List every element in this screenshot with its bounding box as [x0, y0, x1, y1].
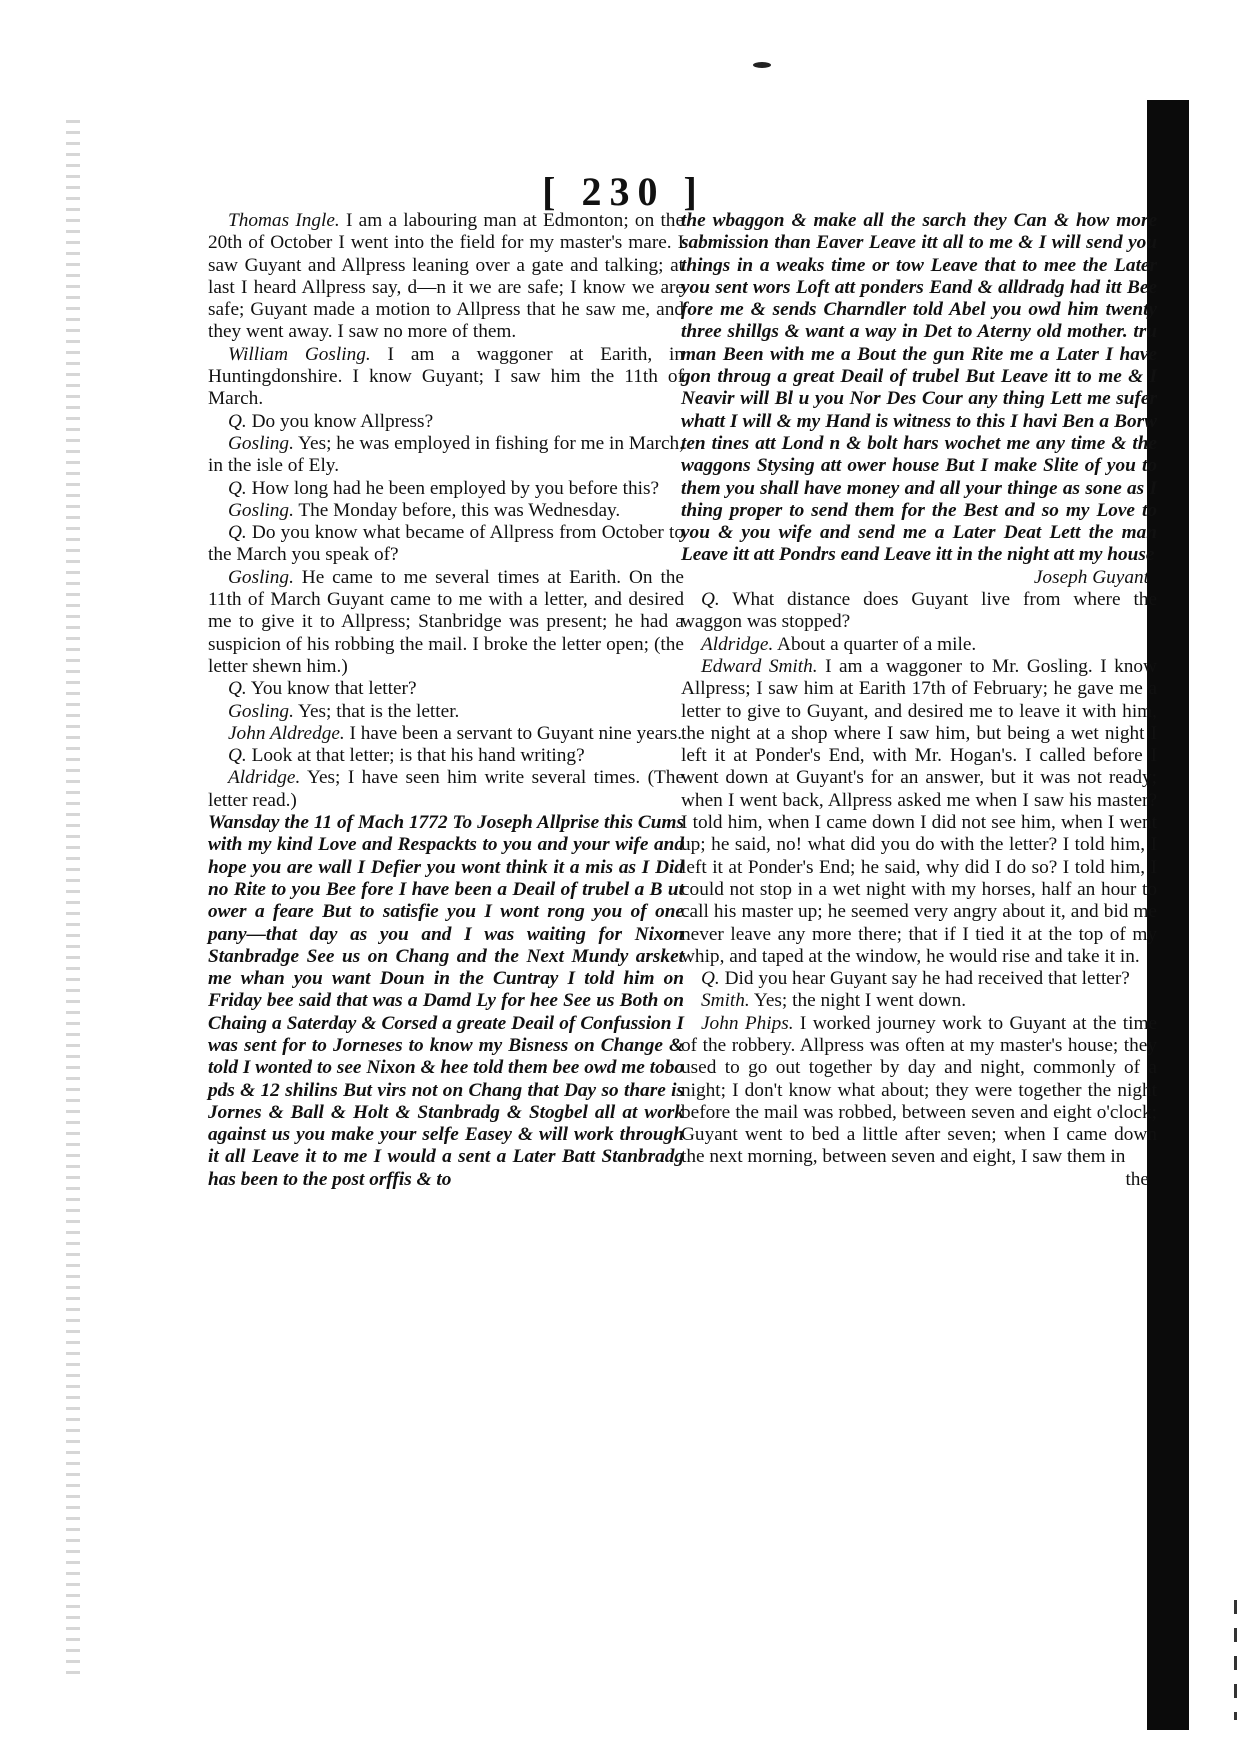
testimony-text: You know that letter? — [246, 678, 417, 700]
testimony-paragraph — [208, 210, 684, 344]
speaker-name: Q. — [701, 968, 720, 990]
speaker-name: Q. — [228, 678, 247, 700]
testimony-paragraph — [208, 745, 684, 767]
testimony-paragraph — [208, 433, 684, 478]
speaker-name: Gosling. — [228, 499, 294, 521]
speaker-name: Smith. — [701, 990, 750, 1012]
speaker-name: Gosling. — [228, 566, 294, 588]
testimony-text: I worked journey work to Guyant at the time of the robbery. Allpress was often at my master's house; they used to go out together by day and night, commonly of a night; I don't know what about; they were together the night before the mail was robbed, between seven and eight o'clock; Guyant went to bed a little after seven; when I came down the next morning, between seven and eight, I saw them in — [681, 1012, 1157, 1168]
speaker-name: Aldridge. — [701, 633, 774, 655]
testimony-paragraph — [208, 701, 684, 723]
speaker-name: Gosling. — [228, 700, 294, 722]
testimony-text: Did you hear Guyant say he had received that letter? — [719, 968, 1130, 990]
testimony-text: Yes; he was employed in fishing for me in March, in the isle of Ely. — [208, 432, 684, 477]
testimony-text: Yes; the night I went down. — [749, 990, 967, 1012]
testimony-paragraph — [208, 411, 684, 433]
testimony-paragraph — [208, 500, 684, 522]
testimony-paragraph — [208, 522, 684, 567]
catchword: the — [1125, 1168, 1149, 1190]
testimony-text: Yes; that is the letter. — [293, 700, 460, 722]
testimony-paragraph — [681, 990, 1157, 1012]
speaker-name: Thomas Ingle. — [228, 210, 340, 231]
speaker-name: John Aldredge. — [228, 722, 345, 744]
speaker-name: John Phips. — [701, 1012, 794, 1034]
testimony-text: He came to me several times at Earith. On the 11th of March Guyant came to me with a letter, and desired me to give it to Allpress; Stanbridge was present; he had a suspicion of his robbing the mail. I broke the letter open; (the letter shewn him.) — [208, 566, 684, 677]
testimony-text: Do you know what became of Allpress from October to the March you speak of? — [208, 522, 684, 566]
testimony-paragraph — [681, 589, 1157, 634]
testimony-paragraph — [208, 767, 684, 812]
letter-signature: Joseph Guyant — [1033, 566, 1149, 588]
testimony-paragraph — [208, 723, 684, 745]
speaker-name: William Gosling. — [228, 343, 371, 365]
scan-edge-marks — [66, 120, 80, 1680]
testimony-text: Yes; I have seen him write several times. (The letter read.) — [208, 767, 684, 811]
testimony-text: Look at that letter; is that his hand writing? — [246, 745, 585, 767]
testimony-paragraph — [681, 1013, 1157, 1169]
speaker-name: Q. — [701, 589, 720, 611]
speaker-name: Q. — [228, 745, 247, 767]
right-column — [681, 210, 1157, 1191]
testimony-text: I am a waggoner to Mr. Gosling. I know Allpress; I saw him at Earith 17th of February; he gave me a letter to give to Guyant, and desired me to leave it with him, the night at a shop where I saw him, but being a wet night I left it at Ponder's End, with Mr. Hogan's. I called before I went down at Guyant's for an answer, but it was not ready; when I went back, Allpress asked me when I saw his master? I told him, when I came down I did not see him, when I went up; he said, no! what did you do with the letter? I told him, I left it at Ponder's End; he said, why did I do so? I told him, I could not stop in a wet night with my horses, half an hour to call his master up; he seemed very angry about it, and bid me never leave any more there; that if I tied it at the top of my whip, and taped at the window, he would rise and take it in. — [681, 655, 1157, 967]
testimony-paragraph — [208, 678, 684, 700]
testimony-text: I am a waggoner at Earith, in Huntingdonshire. I know Guyant; I saw him the 11th of March. — [208, 343, 684, 410]
testimony-text: How long had he been employed by you before this? — [246, 477, 660, 499]
speaker-name: Q. — [228, 522, 247, 544]
letter-text-part-2: the wbaggon & make all the sarch they Can & how more sabmission than Eaver Leave itt all to me & I will send you things in a weaks time or tow Leave that to mee the Later you sent wors Loft att ponders Eand & alldradg had itt Bee fore me & sends Charndler told Abel you owd him twenty three shillgs & want a way in Det to Aterny old mother. tru man Been with me a Bout the gun Rite me a Later I have gon throug a great Deail of trubel But Leave itt to me & I Neavir will Bl u you Nor Des Cour any thing Lett me sufer whatt I will & my Hand is witness to this I havi Ben a Borw ten tines att Lond n & bolt hars wochet me any time & the waggons Stysing att ower house But I make Slite of you to them you shall have money and all your thinge as sone as I thing proper to send them for the Best and so my Love to you & you wife and send me a Later Deat Lett the man Leave itt att Pondrs eand Leave itt in the night att my house — [681, 210, 1157, 566]
letter-text-part-1: Wansday the 11 of Mach 1772 To Joseph Allprise this Cums with my kind Love and Respackts to you and your wife and hope you are wall I Defier you wont think it a mis as I Did no Rite to you Bee fore I have been a Deail of trubel a B ut ower a feare But to satisfie you I wont rong you of one pany—that day as you and I was waiting for Nixon Stanbradge See us on Chang and the Next Mundy arsket me whan you want Doun in the Cuntray I told him on Friday bee said that was a Damd Ly for hee See us Both on Chaing a Saterday & Corsed a greate Deail of Confussion I was sent for to Jorneses to know my Bisness on Change & told I wonted to see Nixon & hee told them bee owd me tobo pds & 12 shilins But virs not on Chang that Day so thare is Jornes & Ball & Holt & Stanbradg & Stogbel all at work against us you make your selfe Easey & will work through it all Leave it to me I would a sent a Later Batt Stanbradg has been to the post orffis & to — [208, 812, 684, 1190]
testimony-paragraph — [208, 567, 684, 678]
testimony-paragraph — [208, 344, 684, 411]
left-column — [208, 210, 684, 1191]
ink-smudge — [753, 62, 771, 68]
testimony-text: What distance does Guyant live from where the waggon was stopped? — [681, 589, 1157, 633]
scan-edge-ticks — [1234, 1600, 1237, 1720]
testimony-paragraph — [681, 968, 1157, 990]
testimony-text: Do you know Allpress? — [246, 410, 434, 432]
testimony-paragraph — [681, 656, 1157, 968]
page-number: [ 230 ] — [542, 169, 705, 214]
testimony-text: I am a labouring man at Edmonton; on the 20th of October I went into the field for my master's mare. I saw Guyant and Allpress leaning over a gate and talking; at last I heard Allpress say, d—n it we are safe; I know we are safe; Guyant made a motion to Allpress that he saw me, and they went away. I saw no more of them. — [208, 210, 685, 343]
testimony-text: I have been a servant to Guyant nine years. — [344, 722, 683, 744]
testimony-paragraph — [208, 478, 684, 500]
testimony-text: The Monday before, this was Wednesday. — [293, 499, 621, 521]
speaker-name: Q. — [228, 410, 247, 432]
speaker-name: Q. — [228, 477, 247, 499]
speaker-name: Edward Smith. — [701, 655, 818, 677]
testimony-paragraph — [681, 634, 1157, 656]
testimony-text: About a quarter of a mile. — [773, 633, 977, 655]
speaker-name: Gosling. — [228, 432, 294, 454]
speaker-name: Aldridge. — [228, 767, 301, 789]
